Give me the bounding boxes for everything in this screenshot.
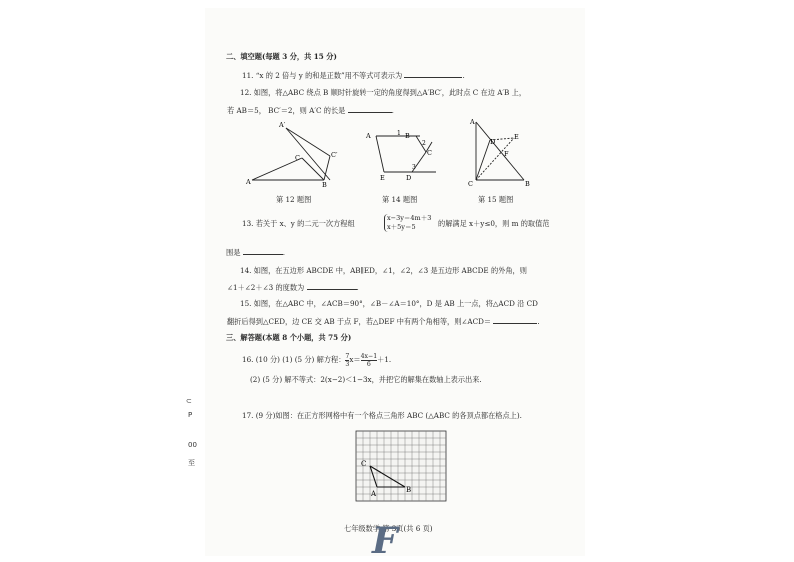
fraction-1-numerator: 7 <box>345 352 350 360</box>
caption-figure-12: 第 12 题图 <box>276 195 312 204</box>
equation-1: x−3y＝4m＋3 <box>387 214 432 222</box>
figure-17-grid <box>354 429 450 505</box>
question-11: 11. “x 的 2 倍与 y 的和是正数”用不等式可表示为 . <box>242 71 465 80</box>
question-13-line2: 围是 . <box>226 248 285 257</box>
answer-blank-14[interactable] <box>307 282 357 290</box>
section-heading-fill-in: 二、填空题(每题 3 分，共 15 分) <box>226 52 337 61</box>
fig14-label-a: A <box>366 132 371 140</box>
fig14-label-d: D <box>406 174 412 182</box>
question-14-line1: 14. 如图，在五边形 ABCDE 中，AB∥ED，∠1，∠2，∠3 是五边形 ABCDE 的外角，则 <box>240 266 527 275</box>
section-heading-solutions: 三、解答题(本题 8 个小题，共 75 分) <box>226 333 352 342</box>
question-12-line2: 若 AB＝5， BC′＝2，则 A′C 的长是 . <box>227 106 394 115</box>
answer-blank-15[interactable] <box>493 316 537 324</box>
fraction-1-denominator: 3 <box>345 360 350 368</box>
answer-blank-12[interactable] <box>348 105 392 113</box>
fig15-label-d: D <box>490 138 496 146</box>
fraction-2-numerator: 4x−1 <box>360 352 378 360</box>
question-15-line1: 15. 如图，在△ABC 中，∠ACB＝90°，∠B－∠A＝10°，D 是 AB 上一点，将△ACD 沿 CD <box>240 299 538 308</box>
fig15-segment-cd <box>476 140 490 180</box>
fig12-segment-a-prime-c-prime <box>286 128 330 156</box>
fig15-label-c: C <box>468 180 473 188</box>
caption-figure-14: 第 14 题图 <box>382 195 418 204</box>
fig17-label-c: C <box>361 460 367 468</box>
question-12-line1: 12. 如图，将△ABC 绕点 B 顺时针旋转一定的角度得到△A′BC′，此时点 C 在边 A′B 上， <box>240 88 527 97</box>
fig15-segment-ab <box>476 122 524 180</box>
fig17-label-a: A <box>371 490 377 498</box>
question-14-line2: ∠1＋∠2＋∠3 的度数为 . <box>227 283 359 292</box>
page-footer: 七年级数学 第 3页(共 6 页) <box>344 524 433 533</box>
fig17-label-b: B <box>406 486 412 494</box>
margin-mark-1: ⊂ <box>186 397 192 405</box>
caption-figure-15: 第 15 题图 <box>478 195 514 204</box>
fraction-2-denominator: 6 <box>366 360 371 368</box>
fig14-label-c: C <box>427 149 432 157</box>
figure-14 <box>362 124 442 184</box>
fig15-label-f: F <box>504 150 509 158</box>
fig12-label-c-prime: C′ <box>331 151 338 159</box>
question-13-prefix: 13. 若关于 x、y 的二元一次方程组 <box>242 219 355 228</box>
fig14-label-b: B <box>405 132 410 140</box>
fig14-label-2: 2 <box>422 140 426 147</box>
question-15-line2: 翻折后得到△CED，边 CE 交 AB 于点 F，若△DEF 中有两个角相等，则∠ACD＝ . <box>227 317 540 326</box>
margin-mark-4: 至 <box>188 459 195 467</box>
fig12-label-a-prime: A′ <box>279 121 286 129</box>
question-11-text: 11. “x 的 2 倍与 y 的和是正数”用不等式可表示为 <box>242 71 403 80</box>
fig14-segment-ae <box>376 136 384 172</box>
fig14-label-3: 3 <box>412 164 416 171</box>
fig15-label-b: B <box>525 180 530 188</box>
question-16-part1-prefix: 16. (10 分) (1) (5 分) 解方程： <box>242 355 346 364</box>
question-16-part2: (2) (5 分) 解不等式：2(x−2)＜1−3x，并把它的解集在数轴上表示出来. <box>250 375 482 384</box>
margin-mark-3: 00 <box>188 441 197 449</box>
fig12-label-a: A <box>246 178 251 186</box>
fig12-label-b: B <box>322 181 327 189</box>
question-12-line2-text: 若 AB＝5， BC′＝2，则 A′C 的长是 <box>227 106 346 115</box>
question-16-tail: ＋1. <box>377 355 392 364</box>
question-17-text: 17. (9 分)如图：在正方形网格中有一个格点三角形 ABC (△ABC 的各顶点都在格点上). <box>242 411 522 420</box>
question-14-line2-text: ∠1＋∠2＋∠3 的度数为 <box>227 283 305 292</box>
fig14-label-1: 1 <box>397 130 401 137</box>
question-16-mid: x＝ <box>349 355 361 364</box>
equation-2: x＋5y＝5 <box>387 223 416 231</box>
figure-12 <box>244 118 344 194</box>
question-13-suffix: 的解满足 x＋y≤0，则 m 的取值范 <box>438 219 550 228</box>
answer-blank-13[interactable] <box>243 247 283 255</box>
answer-blank-11[interactable] <box>404 70 462 78</box>
margin-mark-2: P <box>188 411 193 419</box>
watermark-letter: F <box>372 520 398 562</box>
fraction-4x-minus-1-over-6 <box>361 353 378 368</box>
fig12-segment-a-prime-b <box>286 128 330 180</box>
question-15-line2-text: 翻折后得到△CED，边 CE 交 AB 于点 F，若△DEF 中有两个角相等，则∠ACD＝ <box>227 317 492 326</box>
equation-system <box>384 214 431 232</box>
figure-15 <box>466 116 536 190</box>
question-13-line2-text: 围是 <box>226 248 241 257</box>
question-16-part1 <box>242 352 391 368</box>
fig12-label-c: C <box>295 154 300 162</box>
fig14-label-e: E <box>380 174 385 182</box>
fig15-label-a: A <box>470 118 475 126</box>
fig15-label-e: E <box>514 133 519 141</box>
